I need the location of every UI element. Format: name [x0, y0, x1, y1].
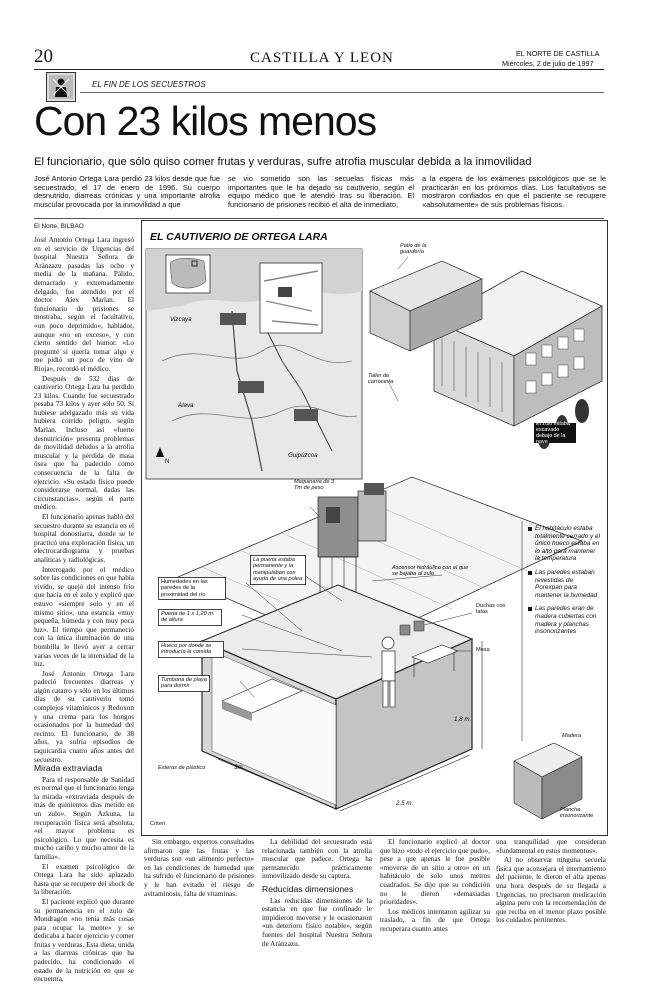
subhead-reducidas: Reducidas dimensiones — [262, 883, 354, 894]
label-patio: Patio de la guardería — [400, 243, 427, 256]
header-rule — [34, 69, 604, 70]
body-column-3 — [262, 838, 372, 948]
intro-rule — [34, 218, 604, 219]
dimension-3m: 3m. — [234, 764, 245, 771]
body-column-1 — [34, 236, 134, 764]
north-label: N — [165, 459, 170, 465]
intro-col-1: José Antonio Ortega Lara perdió 23 kilos desde que fue secuestrado, el 17 de enero de 1996. Su cuerpo desnutrido, diarreas crónicas y una importante atrofia muscular provocada por la inmovilidad a que — [34, 174, 220, 209]
figure-logo-icon — [47, 73, 75, 101]
sidebar-note: El habitáculo estaba totalmente cerrado y el único hueco estaba en lo alto para mantener la temperatura — [528, 525, 602, 563]
paragraph: Las reducidas dimensiones de la estancia en que fue confinado le impidieron moverse y le ocasionaron «un deterioro físico notable», según fuentes del hospital Nuestra Señora de Aránzazu. — [262, 896, 372, 948]
issue-date: Miércoles, 2 de julio de 1997 — [502, 59, 594, 68]
label-mesa: Mesa — [476, 647, 490, 653]
label-taller: Taller de carrocería — [368, 373, 394, 386]
map-label-guipuzcoa: Guipúzcoa — [288, 452, 318, 459]
body-column-5 — [496, 838, 606, 944]
label-tumbona: Tumbona de playa para dormir — [158, 675, 210, 692]
byline: El Norte, BILBAO — [34, 223, 84, 230]
label-plancha: Plancha insonorizante — [560, 807, 594, 820]
label-esteras: Esteras de plástico — [158, 765, 206, 771]
infographic — [141, 220, 608, 836]
body-column-2 — [144, 838, 254, 944]
body-column-4 — [380, 838, 490, 944]
label-puerta-medidas: Puerta de 1 x 1,20 m. de altura — [158, 609, 222, 626]
graphic-credit: Criteri — [150, 821, 165, 827]
label-humedades: Humedades en las paredes de la proximidad del río — [158, 577, 226, 600]
label-hueco: Hueco por donde se introducía la comida — [158, 641, 224, 658]
series-rule — [80, 92, 604, 93]
map-label-vizcaya: Vizcaya — [170, 316, 192, 323]
sidebar-note: Las paredes eran de madera cubiertas con madera y planchas insonorizantes — [528, 605, 602, 635]
sidebar-note: Las paredes estaban revestidas de Porexpan para mantener la humedad — [528, 569, 602, 599]
page-number: 20 — [34, 46, 53, 67]
zulo-cell — [202, 585, 472, 809]
paragraph: El examen psicológico de Ortega Lara ha sido aplazado hasta que se recupere del shock de la liberación. — [34, 862, 134, 897]
label-puerta-permanente: La puerta estaba permanente y la manipulaban con ayuda de una polea — [250, 555, 306, 585]
intro-col-3: a la espera de los exámenes psicológicos que se le practicarán en los próximos días. Los facultativos se mostraron confiados en que el paciente se recupere «absolutamente» de sus problemas físicos. — [422, 174, 606, 209]
label-madera: Madera — [562, 733, 581, 739]
map-marker — [294, 409, 318, 421]
label-maquinaria: Maquinaria de 3 Tm de peso — [294, 479, 335, 492]
infographic-title: EL CAUTIVERIO DE ORTEGA LARA — [150, 231, 328, 243]
dimension-18m: 1,8 m. — [454, 716, 472, 723]
dimension-25m: 2,5 m. — [396, 800, 414, 807]
paragraph: Interrogado por el médico sobre las condiciones en que había vivido, se quejó del intenso frío que hacía en el zulo y explicó que estuvo «siempre solo y en el mismo sitio», una estancia «muy pequeña, húmeda y con muy poca luz». El tiempo que permaneció con la única iluminación de una bombilla le llevó ayer a cerrar varias veces de la intensidad de la luz. — [34, 565, 134, 669]
paragraph: Los médicos intentaron agilizar su traslado, a fin de que Ortega recuperara cuanto antes — [380, 907, 490, 933]
intro-col-2: se vio sometido son las secuelas físicas más importantes que le ha dejado su cautiverio, según el equipo médico que le atendió tras su liberación. El funcionario de prisiones recibió el alta de inmediato, — [228, 174, 414, 209]
paragraph: El paciente explicó que durante su permanencia en el zulo de Mondragón «no tenía más cosas para ocupar la mente» y se dedicaba a hacer ejercicio y comer frutas y verduras. Esta dieta, unida a las diarreas crónicas que ha padecido, ha condicionado el estado de la nutrición en que se encuentra. — [34, 897, 134, 984]
paragraph: El funcionario apenas habló del secuestro durante su estancia en el hospital donostiarra, donde se le practicó una exploración física, un electrocardiograma y pruebas analíticas y radiológicas. — [34, 513, 134, 564]
headline: Con 23 kilos menos — [34, 98, 377, 144]
infographic-sidebar — [528, 525, 602, 642]
paragraph: una tranquilidad que consideran «fundamental en estos momentos». — [496, 838, 606, 855]
paragraph: José Antonio Ortega Lara padeció frecuentes diarreas y algún catarro y sólo en los últimos días de su cautiverio tomó complejos vitamínicos y Redoxon y una crema para los hongos ocasionados por la humedad del recinto. El funcionario, de 38 años, ya sufría episodios de taquicardia cuatro años antes del secuestro. — [34, 669, 134, 764]
paragraph: Sin embargo, expertos consultados afirmaron que las frutas y las verduras son «un alimento perfecto» en las condiciones de humedad que ha sufrido el funcionario de prisiones y le han evitado el riesgo de avitaminosis, falta de vitaminas. — [144, 838, 254, 898]
label-ascensor: Ascensor hidráulico con el que se bajaba al zulo — [392, 565, 469, 578]
label-duchas: Duchas con latas — [476, 603, 506, 616]
label-zulo-location: El zulo estaba escavado debajo de la nave — [536, 421, 570, 445]
map-label-alava: Alava — [178, 402, 194, 409]
newspaper-name: EL NORTE DE CASTILLA — [516, 49, 600, 58]
subheadline: El funcionario, que sólo quiso comer frutas y verduras, sufre atrofia muscular debida a la inmovilidad — [34, 156, 532, 168]
section-title: CASTILLA Y LEON — [250, 50, 394, 66]
paragraph: La debilidad del secuestrado está relacionada también con la atrofia muscular que padece. Ortega ha permanecido prácticamente inmovilizado desde su captura. — [262, 838, 372, 881]
paragraph: El funcionario explicó al doctor que hizo «todo el ejercicio que pudo», pese a que apenas le fue posible «moverse de un sitio a otro» en un habitáculo de solo unos metros cuadrados. Se dijo que su condición no le dieron «demasiadas prioridades». — [380, 838, 490, 907]
paragraph: Al no observar ninguna secuela física que aconsejara el internamiento del paciente, le dieron el alta apenas una hora después de su llegada a Urgencias, no precisaron medicación alguna pero con la recomendación de que reciba en el menor plazo posible los cuidados pertinentes. — [496, 856, 606, 925]
paragraph: Para el responsable de Sanidad es normal que el funcionario tenga la mirada «extraviada después de más de quinientos días metido en un zulo». Según Azkuna, la recuperación física será absoluta, «el mayor problema es psicológico. Lo que necesita es mucho cariño y mucho amor de la familia». — [34, 775, 134, 861]
paragraph: José Antonio Ortega Lara ingresó en el servicio de Urgencias del hospital Nuestra Señora de Aránzazu pasadas las ocho y media de la mañana. Pálido, demacrado y extremadamente delgado, fue atendido por el doctor Alex Marlan. El funcionario de prisiones se mostraba, según el facultativo, «un poco deprimido», hablador, aunque «no en exceso», y con cierto sentido del humor. «Lo pregunté si quería tomar algo y me pidió un poco de vino de Rioja», recordó el médico. — [34, 236, 134, 373]
map-marker — [220, 313, 246, 325]
paragraph: Después de 532 días de cautiverio Ortega Lara ha perdido 23 kilos. Cuando fue secuestrado pesaba 73 kilos y ayer sólo 50. Si hubiese adelgazado más su vida hubiera corrido peligro, según Marlan. Incluso así «fuerte desnutrición» presenta problemas de movilidad debidos a la atrofia muscular y la pérdida de masa ósea que ha padecido como consecuencia de la falta de ejercicio. «Su estado físico puede considerarse normal, dadas las circunstancias», según el parte médico. — [34, 374, 134, 512]
map-marker — [238, 381, 264, 393]
subhead-mirada: Mirada extraviada — [34, 763, 103, 773]
series-title: EL FIN DE LOS SECUESTROS — [92, 80, 206, 89]
body-column-1b — [34, 760, 134, 984]
